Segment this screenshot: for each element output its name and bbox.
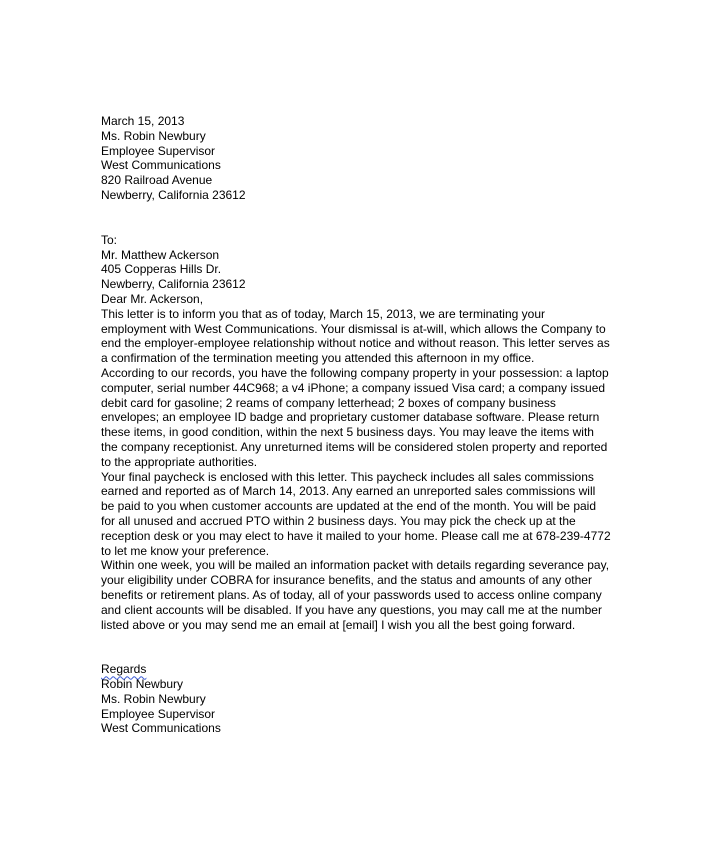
body-line: envelopes; an employee ID badge and proprietary customer database software. Please return (101, 410, 600, 425)
sender-title: Employee Supervisor (101, 143, 216, 158)
body-line: This letter is to inform you that as of today, March 15, 2013, we are terminating your (101, 306, 545, 321)
body-line: earned and reported as of March 14, 2013. Any earned an unreported sales commissions will (101, 484, 596, 499)
body-line: to the appropriate authorities. (101, 454, 258, 469)
to-label: To: (101, 232, 118, 247)
body-line: debit card for gasoline; 2 reams of company letterhead; 2 boxes of company business (101, 395, 556, 410)
body-line: computer, serial number 44C968; a v4 iPhone; a company issued Visa card; a company issued (101, 380, 606, 395)
body-line: a confirmation of the termination meeting you attended this afternoon in my office. (101, 351, 535, 366)
body-line: your eligibility under COBRA for insurance benefits, and the status and amounts of any other (101, 573, 592, 588)
letter-date: March 15, 2013 (101, 114, 185, 128)
recipient-name: Mr. Matthew Ackerson (101, 247, 220, 262)
paragraph-company-property (101, 366, 629, 470)
regards-text: Regards (101, 662, 147, 677)
sender-street: 820 Railroad Avenue (101, 173, 213, 188)
recipient-city: Newberry, California 23612 (101, 277, 246, 292)
closing-block (101, 662, 629, 736)
closing-title: Employee Supervisor (101, 706, 216, 721)
body-line: to let me know your preference. (101, 543, 270, 558)
body-line: the company receptionist. Any unreturned items will be considered stolen property and reported (101, 439, 608, 454)
body-line: end the employer-employee relationship without notice and without reason. This letter serves as (101, 336, 610, 351)
body-line: According to our records, you have the following company property in your possession: a laptop (101, 365, 609, 380)
body-line: and client accounts will be disabled. If you have any questions, you may call me at the number (101, 602, 602, 617)
sender-name: Ms. Robin Newbury (101, 128, 206, 143)
recipient-street: 405 Copperas Hills Dr. (101, 262, 222, 277)
body-line: these items, in good condition, within the next 5 business days. You may leave the items with (101, 425, 594, 440)
body-line: reception desk or you may elect to have it mailed to your home. Please call me at 678-239-4772 (101, 528, 611, 543)
body-line: benefits or retirement plans. As of today, all of your passwords used to access online company (101, 587, 602, 602)
body-line: be paid to you when customer accounts are updated at the end of the month. You will be paid (101, 499, 597, 514)
closing-company: West Communications (101, 721, 221, 736)
sender-city: Newberry, California 23612 (101, 187, 246, 202)
body-line: listed above or you may send me an email at [email] I wish you all the best going forward. (101, 617, 576, 632)
body-line: employment with West Communications. Your dismissal is at-will, which allows the Company to (101, 321, 606, 336)
body-line: Within one week, you will be mailed an information packet with details regarding severance pay, (101, 558, 610, 573)
body-line: Your final paycheck is enclosed with this letter. This paycheck includes all sales commissions (101, 469, 594, 484)
sender-company: West Communications (101, 158, 221, 173)
salutation: Dear Mr. Ackerson, (101, 291, 204, 306)
closing-name: Ms. Robin Newbury (101, 691, 206, 706)
closing-regards (101, 662, 629, 677)
paragraph-final-paycheck (101, 470, 629, 559)
letter-page (101, 114, 629, 736)
paragraph-termination (101, 307, 629, 366)
signature-name: Robin Newbury (101, 677, 184, 692)
sender-block (101, 114, 629, 203)
body-line: for all unused and accrued PTO within 2 business days. You may pick the check up at the (101, 513, 576, 528)
recipient-block (101, 233, 629, 292)
paragraph-benefits (101, 558, 629, 632)
